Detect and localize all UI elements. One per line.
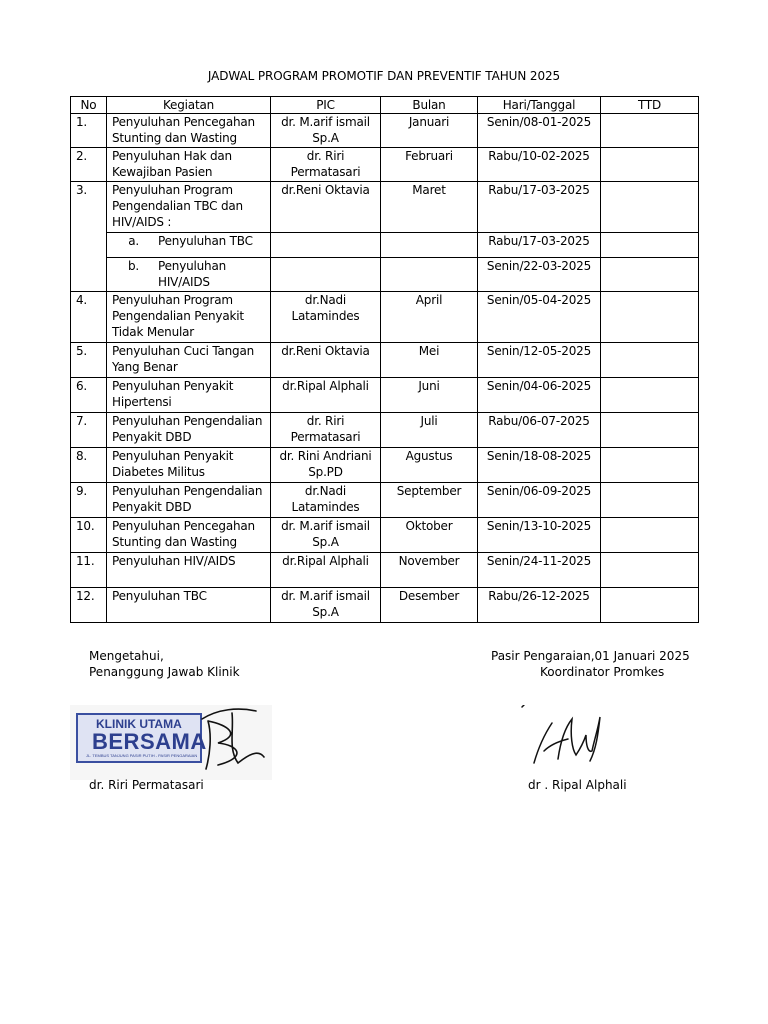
cell-hari-tanggal: Rabu/17-03-2025 <box>478 182 601 233</box>
cell-no: 6. <box>71 378 107 413</box>
cell-bulan: April <box>381 292 478 343</box>
cell-kegiatan: Penyuluhan Program Pengendalian Penyakit Tidak Menular <box>107 292 271 343</box>
clinic-stamp-signature <box>70 705 272 780</box>
cell-pic: dr.Reni Oktavia <box>271 182 381 233</box>
cell-kegiatan: Penyuluhan Hak dan Kewajiban Pasien <box>107 148 271 182</box>
cell-no: 12. <box>71 588 107 623</box>
cell-no: 7. <box>71 413 107 448</box>
cell-pic <box>271 258 381 292</box>
cell-bulan <box>381 258 478 292</box>
table-row <box>71 448 699 483</box>
cell-no: 4. <box>71 292 107 343</box>
cell-pic: dr. Riri Permatasari <box>271 413 381 448</box>
table-subrow <box>71 233 699 258</box>
cell-no: 10. <box>71 518 107 553</box>
table-row <box>71 588 699 623</box>
table-row <box>71 483 699 518</box>
cell-pic: dr. M.arif ismail Sp.A <box>271 518 381 553</box>
cell-ttd <box>601 518 699 553</box>
cell-ttd <box>601 588 699 623</box>
cell-ttd <box>601 148 699 182</box>
cell-no: 5. <box>71 343 107 378</box>
cell-ttd <box>601 233 699 258</box>
cell-no: 1. <box>71 114 107 148</box>
cell-ttd <box>601 114 699 148</box>
cell-bulan: Oktober <box>381 518 478 553</box>
left-signature-icon <box>198 705 272 775</box>
cell-pic: dr.Reni Oktavia <box>271 343 381 378</box>
header-hari-tanggal: Hari/Tanggal <box>478 97 601 114</box>
stamp-line-2: BERSAMA <box>92 729 207 754</box>
place-date: Pasir Pengaraian,01 Januari 2025 <box>491 649 690 663</box>
cell-kegiatan: Penyuluhan Pengendalian Penyakit DBD <box>107 413 271 448</box>
cell-no: 9. <box>71 483 107 518</box>
cell-pic: dr. Riri Permatasari <box>271 148 381 182</box>
schedule-table <box>70 96 699 623</box>
left-signer-name: dr. Riri Permatasari <box>89 778 204 792</box>
cell-bulan: Juli <box>381 413 478 448</box>
cell-no: 2. <box>71 148 107 182</box>
header-no: No <box>71 97 107 114</box>
cell-hari-tanggal: Senin/08-01-2025 <box>478 114 601 148</box>
cell-hari-tanggal: Senin/22-03-2025 <box>478 258 601 292</box>
cell-ttd <box>601 413 699 448</box>
cell-pic: dr. M.arif ismail Sp.A <box>271 588 381 623</box>
cell-bulan: September <box>381 483 478 518</box>
cell-hari-tanggal: Rabu/06-07-2025 <box>478 413 601 448</box>
cell-bulan: November <box>381 553 478 588</box>
cell-ttd <box>601 258 699 292</box>
cell-pic: dr. Rini Andriani Sp.PD <box>271 448 381 483</box>
cell-ttd <box>601 378 699 413</box>
cell-ttd <box>601 553 699 588</box>
right-signer-name: dr . Ripal Alphali <box>528 778 627 792</box>
cell-pic: dr. M.arif ismail Sp.A <box>271 114 381 148</box>
acknowledged-label: Mengetahui, <box>89 649 164 663</box>
cell-hari-tanggal: Senin/18-08-2025 <box>478 448 601 483</box>
document-title: JADWAL PROGRAM PROMOTIF DAN PREVENTIF TAHUN 2025 <box>207 69 561 83</box>
cell-hari-tanggal: Senin/04-06-2025 <box>478 378 601 413</box>
cell-bulan <box>381 233 478 258</box>
table-header-row <box>71 97 699 114</box>
cell-ttd <box>601 292 699 343</box>
cell-hari-tanggal: Senin/24-11-2025 <box>478 553 601 588</box>
cell-no: 8. <box>71 448 107 483</box>
cell-bulan: Juni <box>381 378 478 413</box>
cell-hari-tanggal: Rabu/10-02-2025 <box>478 148 601 182</box>
table-row <box>71 182 699 233</box>
sub-item-label: Penyuluhan TBC <box>158 234 253 248</box>
clinic-stamp <box>76 713 207 763</box>
cell-hari-tanggal: Senin/12-05-2025 <box>478 343 601 378</box>
cell-bulan: Februari <box>381 148 478 182</box>
cell-kegiatan: Penyuluhan Program Pengendalian TBC dan HIV/AIDS : <box>107 182 271 233</box>
table-row <box>71 114 699 148</box>
table-row <box>71 292 699 343</box>
cell-pic: dr.Ripal Alphali <box>271 553 381 588</box>
table-row <box>71 148 699 182</box>
table-row <box>71 553 699 588</box>
cell-kegiatan: Penyuluhan Penyakit Hipertensi <box>107 378 271 413</box>
cell-bulan: Januari <box>381 114 478 148</box>
left-signature-block <box>89 648 240 680</box>
cell-hari-tanggal: Rabu/17-03-2025 <box>478 233 601 258</box>
cell-kegiatan: Penyuluhan HIV/AIDS <box>107 553 271 588</box>
header-bulan: Bulan <box>381 97 478 114</box>
table-row <box>71 378 699 413</box>
cell-kegiatan: Penyuluhan Pencegahan Stunting dan Wasting <box>107 518 271 553</box>
cell-pic <box>271 233 381 258</box>
cell-ttd <box>601 343 699 378</box>
table-row <box>71 343 699 378</box>
cell-ttd <box>601 483 699 518</box>
cell-hari-tanggal: Senin/05-04-2025 <box>478 292 601 343</box>
header-pic: PIC <box>271 97 381 114</box>
cell-kegiatan: Penyuluhan Pencegahan Stunting dan Wasting <box>107 114 271 148</box>
left-role: Penanggung Jawab Klinik <box>89 665 240 679</box>
stamp-line-3: JL. TEMBUS TANJUNG PASIR PUTIH - PASIR PENGARAIAN <box>86 753 198 758</box>
cell-kegiatan: Penyuluhan Pengendalian Penyakit DBD <box>107 483 271 518</box>
cell-ttd <box>601 448 699 483</box>
sub-item-letter: a. <box>128 234 139 248</box>
cell-kegiatan <box>107 233 271 258</box>
header-ttd: TTD <box>601 97 699 114</box>
sub-item-label: Penyuluhan HIV/AIDS <box>158 259 227 289</box>
cell-hari-tanggal: Rabu/26-12-2025 <box>478 588 601 623</box>
stamp-line-1: KLINIK UTAMA <box>96 717 182 731</box>
cell-no: 11. <box>71 553 107 588</box>
table-row <box>71 413 699 448</box>
cell-pic: dr.Nadi Latamindes <box>271 292 381 343</box>
cell-bulan: Maret <box>381 182 478 233</box>
cell-pic: dr.Ripal Alphali <box>271 378 381 413</box>
table-subrow <box>71 258 699 292</box>
cell-bulan: Agustus <box>381 448 478 483</box>
cell-bulan: Desember <box>381 588 478 623</box>
right-signature-icon <box>520 705 610 775</box>
cell-kegiatan: Penyuluhan TBC <box>107 588 271 623</box>
cell-bulan: Mei <box>381 343 478 378</box>
cell-hari-tanggal: Senin/13-10-2025 <box>478 518 601 553</box>
header-kegiatan: Kegiatan <box>107 97 271 114</box>
cell-no: 3. <box>71 182 107 292</box>
table-row <box>71 518 699 553</box>
cell-kegiatan: Penyuluhan Cuci Tangan Yang Benar <box>107 343 271 378</box>
cell-ttd <box>601 182 699 233</box>
sub-item-letter: b. <box>127 259 139 273</box>
cell-hari-tanggal: Senin/06-09-2025 <box>478 483 601 518</box>
cell-kegiatan: Penyuluhan Penyakit Diabetes Militus <box>107 448 271 483</box>
cell-kegiatan <box>107 258 271 292</box>
right-role: Koordinator Promkes <box>540 665 665 679</box>
cell-pic: dr.Nadi Latamindes <box>271 483 381 518</box>
